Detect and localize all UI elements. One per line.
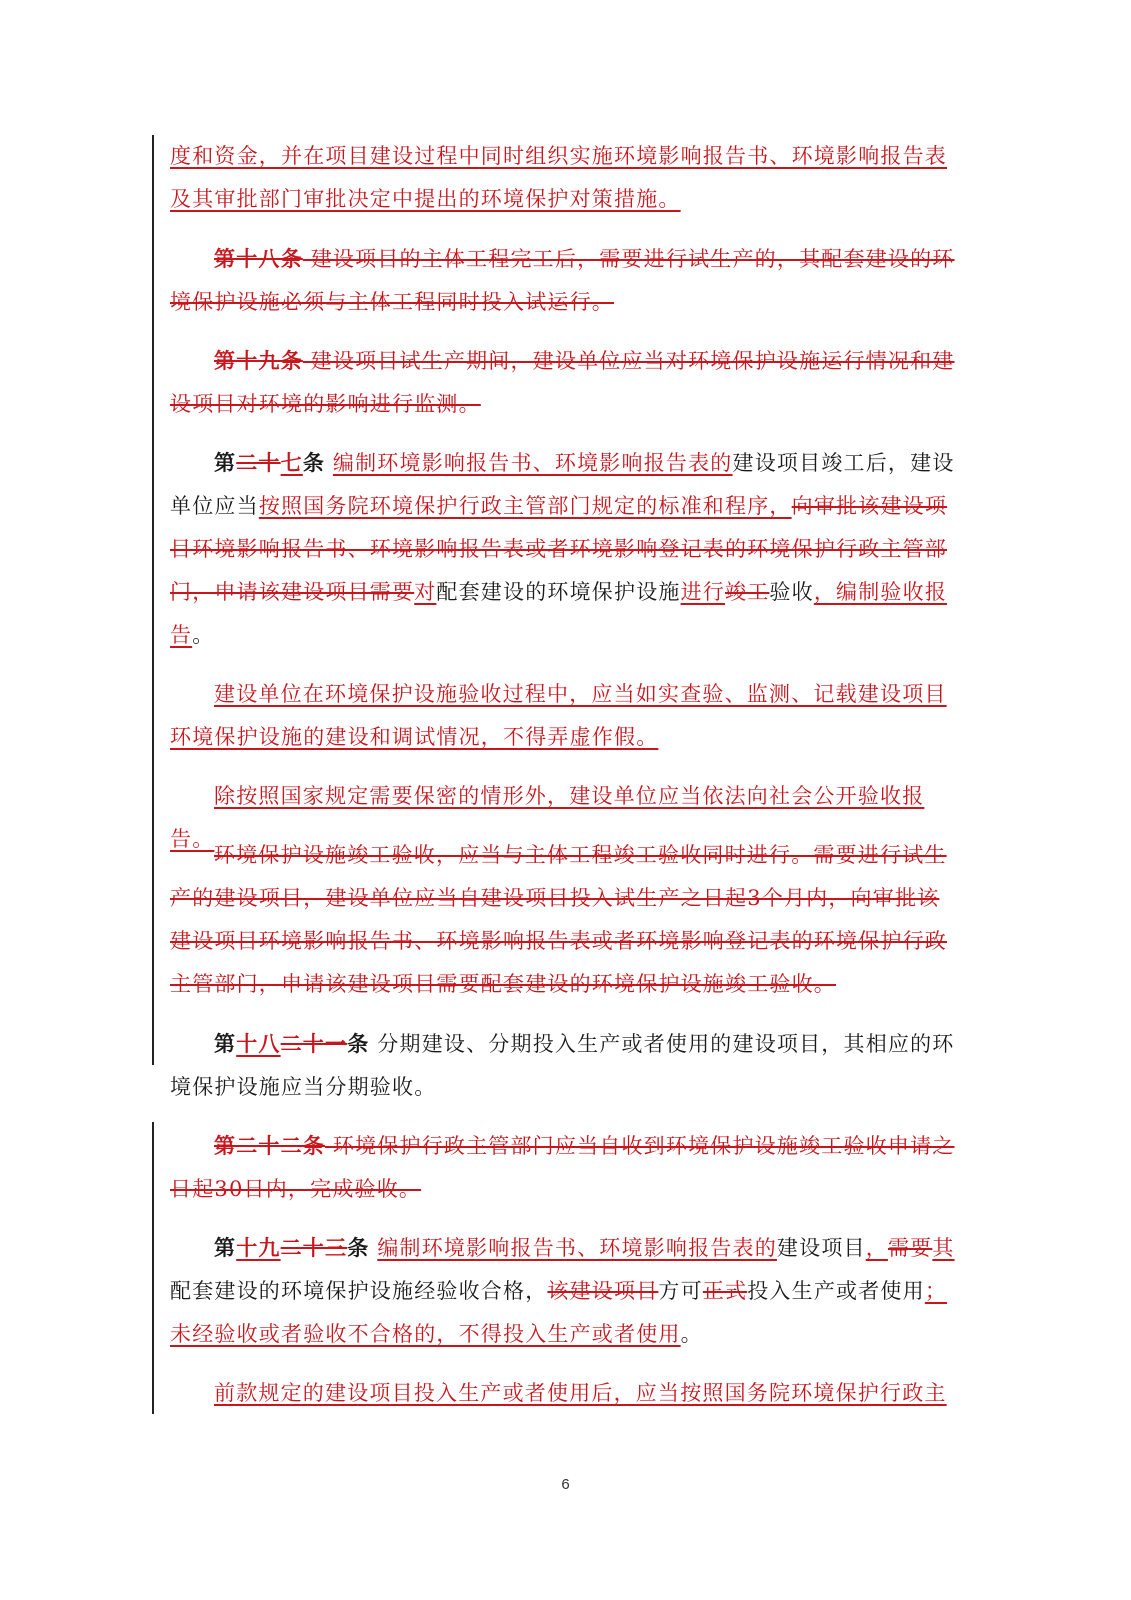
- deleted-text: 需要: [887, 1236, 933, 1260]
- text: 分期建设、分期投入生产或者使用的建设项目，其相应的环境保护设施应当分期验收。: [170, 1032, 955, 1099]
- inserted-text: 除按照国家规定需要保密的情形外，建设单位应当依法向社会公开验收报告。: [170, 784, 925, 851]
- deleted-text: 环境保护行政主管部门应当自收到环境保护设施竣工验收申请之日起30日内，完成验收。: [170, 1134, 955, 1201]
- article-22-deleted: [170, 1124, 960, 1211]
- text: 验收: [769, 580, 814, 604]
- inserted-text: ；未经验收或者验收不合格的，不得投入生产或者使用: [170, 1279, 948, 1346]
- article-18-deleted: [170, 237, 960, 324]
- text: 第: [214, 1235, 237, 1260]
- revision-bar: [152, 1122, 154, 1414]
- paragraph: [170, 1372, 960, 1415]
- paragraph-deleted: [170, 834, 960, 1006]
- inserted-text: 七: [280, 450, 303, 475]
- deleted-text: 二十: [236, 450, 281, 475]
- deleted-text: 该建设项目: [547, 1279, 659, 1303]
- text: 第: [214, 1031, 237, 1056]
- text: 条: [347, 1031, 370, 1056]
- inserted-text: 进行: [680, 580, 726, 604]
- inserted-text: 十九: [236, 1235, 281, 1260]
- text: 条: [347, 1235, 370, 1260]
- text: 配套建设的环境保护设施: [436, 580, 681, 604]
- article-18: [170, 1022, 960, 1109]
- inserted-text: 度和资金，并在项目建设过程中同时组织实施环境影响报告书、环境影响报告表及其审批部门审批决定中提出的环境保护对策措施。: [170, 144, 947, 211]
- inserted-text: 十八: [236, 1031, 281, 1056]
- deleted-text: 建设项目试生产期间，建设单位应当对环境保护设施运行情况和建设项目对环境的影响进行监测。: [170, 349, 955, 416]
- deleted-text: 第十九条: [214, 348, 303, 373]
- inserted-text: 其: [932, 1236, 955, 1260]
- deleted-text: 建设项目的主体工程完工后，需要进行试生产的，其配套建设的环境保护设施必须与主体工程同时投入试运行。: [170, 247, 955, 314]
- text: 配套建设的环境保护设施经验收合格，: [170, 1279, 548, 1303]
- text: 第: [214, 450, 237, 475]
- article-19-deleted: [170, 339, 960, 426]
- deleted-text: 二十三: [280, 1235, 348, 1260]
- revision-bar: [152, 135, 154, 1065]
- paragraph: [170, 135, 960, 221]
- deleted-text: 第十八条: [214, 246, 303, 271]
- inserted-text: 前款规定的建设项目投入生产或者使用后，应当按照国务院环境保护行政主: [214, 1381, 947, 1405]
- inserted-text: 编制环境影响报告书、环境影响报告表的: [332, 451, 733, 475]
- deleted-text: 环境保护设施竣工验收，应当与主体工程竣工验收同时进行。需要进行试生产的建设项目，建设单位应当自建设项目投入试生产之日起3个月内，向审批该建设项目环境影响报告书、环境影响报告表或者环境影响登记表的环境保护行政主管部门，申请该建设项目需要配套建设的环境保护设施竣工验收。: [170, 843, 947, 996]
- deleted-text: 正式: [702, 1279, 748, 1303]
- text: 条: [302, 450, 326, 475]
- deleted-text: 二十一: [280, 1031, 348, 1056]
- text: 投入生产或者使用: [747, 1279, 925, 1303]
- text: 。: [192, 623, 215, 647]
- inserted-text: 建设单位在环境保护设施验收过程中，应当如实查验、监测、记载建设项目环境保护设施的建设和调试情况，不得弄虚作假。: [170, 682, 947, 749]
- deleted-text: 向审批该建设项目环境影响报告书、环境影响报告表或者环境影响登记表的环境保护行政主管部门，申请该建设项目需要: [170, 494, 948, 604]
- text: 建设项目: [776, 1236, 866, 1260]
- deleted-text: 竣工: [725, 580, 770, 604]
- text: 。: [680, 1322, 703, 1346]
- article-17: [170, 441, 960, 657]
- deleted-text: 第二十二条: [214, 1133, 325, 1158]
- inserted-text: 编制环境影响报告书、环境影响报告表的: [377, 1236, 777, 1260]
- inserted-text: ，: [865, 1236, 888, 1260]
- text: 建设项目竣工后，建设单位应当: [170, 451, 955, 518]
- inserted-text: 对: [414, 580, 437, 604]
- page-number: 6: [561, 1476, 570, 1493]
- text: [325, 451, 333, 475]
- article-19: [170, 1226, 960, 1356]
- inserted-text: 按照国务院环境保护行政主管部门规定的标准和程序，: [258, 494, 792, 518]
- text: 方可: [658, 1279, 703, 1303]
- paragraph: [170, 673, 960, 759]
- inserted-text: ，编制验收报告: [170, 580, 948, 647]
